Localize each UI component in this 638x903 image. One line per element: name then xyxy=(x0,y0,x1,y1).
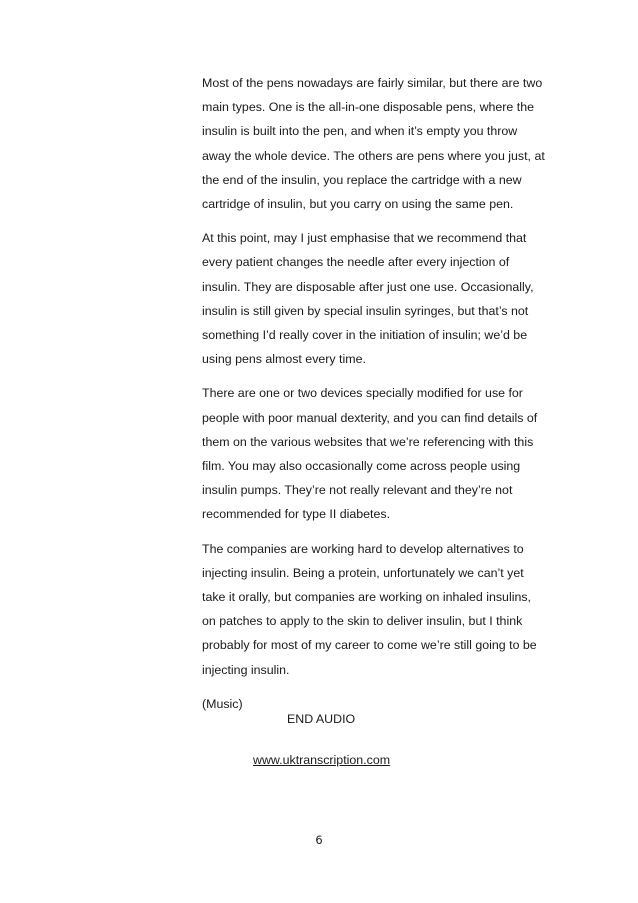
text-line: them on the various websites that we’re referencing with this xyxy=(202,434,534,449)
paragraph-pens-types xyxy=(202,71,572,216)
text-line: There are one or two devices specially modified for use for xyxy=(202,386,523,401)
text-line: The companies are working hard to develop alternatives to xyxy=(202,541,524,556)
text-line: people with poor manual dexterity, and you can find details of xyxy=(202,410,538,425)
paragraph-modified-devices xyxy=(202,381,572,526)
text-line: the end of the insulin, you replace the cartridge with a new xyxy=(202,172,522,187)
text-line: away the whole device. The others are pens where you just, at xyxy=(202,148,545,163)
music-note: (Music) xyxy=(202,696,243,711)
text-line: on patches to apply to the skin to deliver insulin, but I think xyxy=(202,614,523,629)
website-link[interactable]: www.uktranscription.com xyxy=(253,753,391,767)
page-number: 6 xyxy=(315,833,323,847)
text-line: using pens almost every time. xyxy=(202,352,366,367)
text-line: insulin. They are disposable after just one use. Occasionally, xyxy=(202,279,534,294)
end-audio-label: END AUDIO xyxy=(287,712,356,726)
text-line: probably for most of my career to come we’re still going to be xyxy=(202,638,537,653)
text-line: take it orally, but companies are working on inhaled insulins, xyxy=(202,590,531,605)
text-line: At this point, may I just emphasise that we recommend that xyxy=(202,231,527,246)
text-line: injecting insulin. Being a protein, unfortunately we can’t yet xyxy=(202,565,524,580)
text-line: injecting insulin. xyxy=(202,662,290,677)
text-line: every patient changes the needle after every injection of xyxy=(202,255,510,270)
paragraph-alternatives xyxy=(202,537,572,682)
text-line: film. You may also occasionally come across people using xyxy=(202,459,521,474)
text-line: recommended for type II diabetes. xyxy=(202,507,391,522)
transcript-body xyxy=(202,71,572,716)
text-line: main types. One is the all-in-one disposable pens, where the xyxy=(202,100,534,115)
text-line: Most of the pens nowadays are fairly similar, but there are two xyxy=(202,76,543,90)
text-line: cartridge of insulin, but you carry on using the same pen. xyxy=(202,197,514,212)
text-line: insulin is still given by special insulin syringes, but that’s not xyxy=(202,303,529,318)
text-line: something I’d really cover in the initiation of insulin; we’d be xyxy=(202,328,528,343)
text-line: insulin pumps. They’re not really relevant and they’re not xyxy=(202,483,513,498)
paragraph-needle-change xyxy=(202,226,572,371)
text-line: insulin is built into the pen, and when it’s empty you throw xyxy=(202,124,518,139)
